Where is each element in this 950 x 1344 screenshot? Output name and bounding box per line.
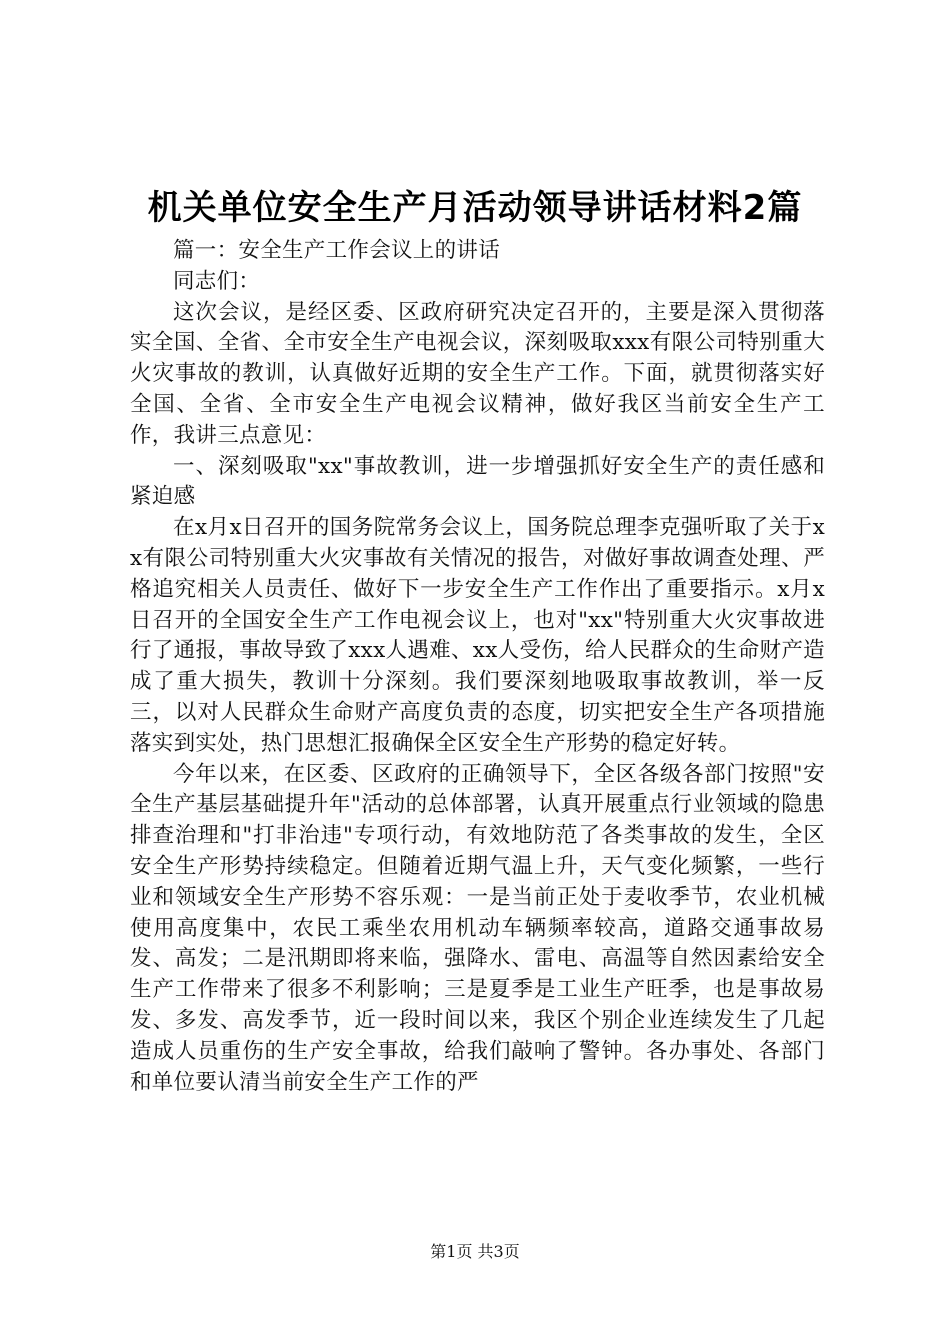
page-number-footer: 第1页 共3页 xyxy=(430,1242,520,1261)
document-body xyxy=(130,236,825,1098)
body-paragraph: 这次会议，是经区委、区政府研究决定召开的，主要是深入贯彻落实全国、全省、全市安全生产电视会议，深刻吸取xxx有限公司特别重大火灾事故的教训，认真做好近期的安全生产工作。下面，就贯彻落实好全国、全省、全市安全生产电视会议精神，做好我区当前安全生产工作，我讲三点意见： xyxy=(130,299,825,448)
point-heading-paragraph: 一、深刻吸取"xx"事故教训，进一步增强抓好安全生产的责任感和紧迫感 xyxy=(130,453,825,510)
section-heading-paragraph: 篇一：安全生产工作会议上的讲话 xyxy=(173,238,501,263)
body-paragraph: 在x月x日召开的国务院常务会议上，国务院总理李克强听取了关于xx有限公司特别重大火灾事故有关情况的报告，对做好事故调查处理、严格追究相关人员责任、做好下一步安全生产工作作出了重要指示。x月x日召开的全国安全生产工作电视会议上，也对"xx"特别重大火灾事故进行了通报，事故导致了xxx人遇难、xx人受伤，给人民群众的生命财产造成了重大损失，教训十分深刻。我们要深刻地吸取事故教训，举一反三，以对人民群众生命财产高度负责的态度，切实把安全生产各项措施落实到实处，热门思想汇报确保全区安全生产形势的稳定好转。 xyxy=(130,515,825,756)
salutation-paragraph: 同志们： xyxy=(173,268,261,294)
body-paragraph: 今年以来，在区委、区政府的正确领导下，全区各级各部门按照"安全生产基层基础提升年"活动的总体部署，认真开展重点行业领域的隐患排查治理和"打非治违"专项行动，有效地防范了各类事故的发生，全区安全生产形势持续稳定。但随着近期气温上升，天气变化频繁，一些行业和领域安全生产形势不容乐观：一是当前正处于麦收季节，农业机械使用高度集中，农民工乘坐农用机动车辆频率较高，道路交通事故易发、高发；二是汛期即将来临，强降水、雷电、高温等自然因素给安全生产工作带来了很多不利影响；三是夏季是工业生产旺季，也是事故易发、多发、高发季节，近一段时间以来，我区个别企业连续发生了几起造成人员重伤的生产安全事故，给我们敲响了警钟。各办事处、各部门和单位要认清当前安全生产工作的严 xyxy=(130,761,825,1095)
document-title: 机关单位安全生产月活动领导讲话材料2篇 xyxy=(147,188,803,228)
